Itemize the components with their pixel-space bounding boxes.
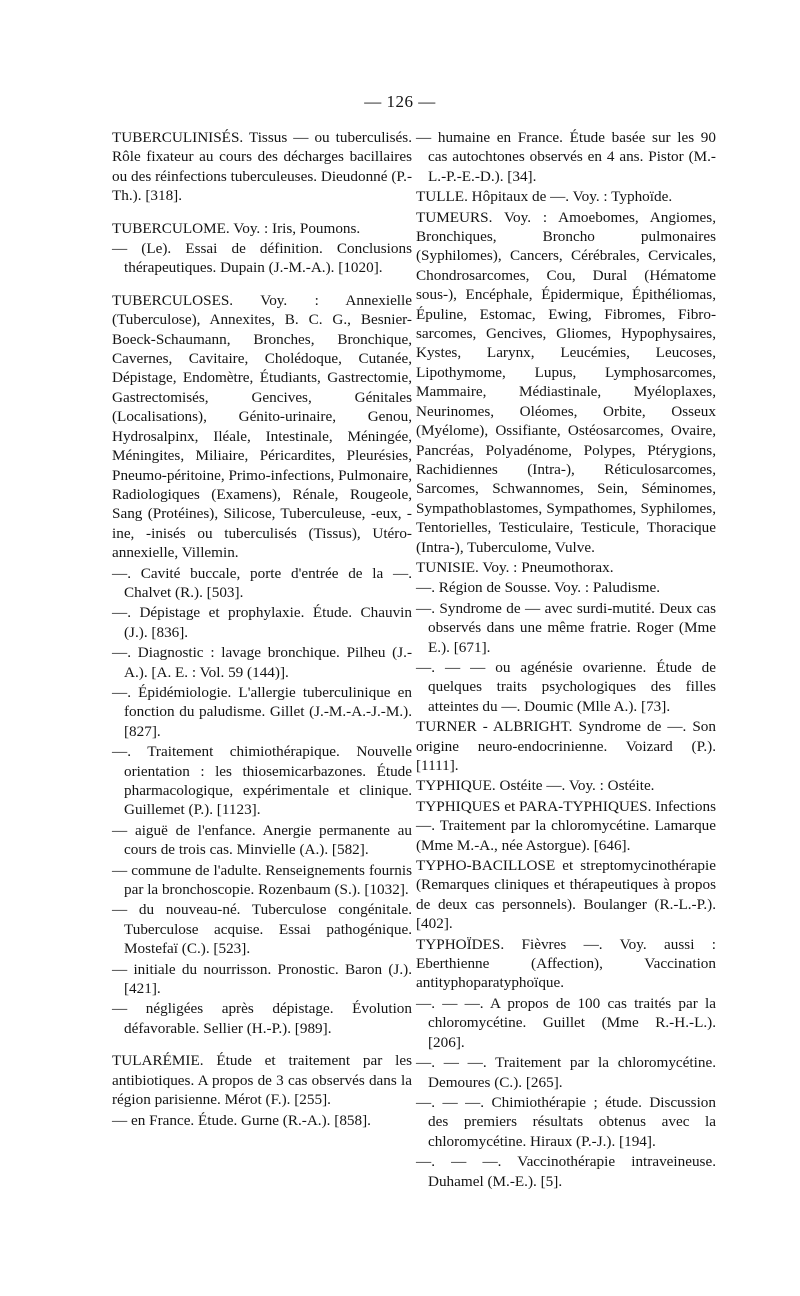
index-entry: TULARÉMIE. Étude et traitement par les antibiotiques. A propos de 3 cas observés dans la région parisienne. Mérot (F.). [255]. (112, 1052, 412, 1109)
index-entry: TURNER - ALBRIGHT. Syndrome de —. Son origine neuro-endocrinienne. Voizard (P.). [1111]. (416, 718, 716, 774)
index-entry: —. Diagnostic : lavage bronchique. Pilheu (J.-A.). [A. E. : Vol. 59 (144)]. (112, 644, 412, 681)
index-entry: TUMEURS. Voy. : Amoebomes, Angiomes, Bronchiques, Broncho pulmonaires (Syphilomes), Cancers, Cérébrales, Cervicales, Chondrosarcomes, Cou, Dural (Hématome sous-), Encéphale, Épidermique, Épithéliomas, Épuline, Estomac, Ewing, Fibromes, Fibro-sarcomes, Gencives, Gliomes, Hypophysaires, Kystes, Larynx, Leucémies, Leucoses, Lipothymome, Lupus, Lymphosarcomes, Mammaire, Médiastinale, Myéloplaxes, Neurinomes, Oléomes, Orbite, Osseux (Myélome), Ossifiante, Ostéosarcomes, Ovaire, Pancréas, Polyadénome, Polypes, Ptérygions, Rachidiennes (Intra-), Réticulosarcomes, Sarcomes, Schwannomes, Sein, Séminomes, Sympathoblastomes, Sympathomes, Syphilomes, Tentorielles, Testiculaire, Testicule, Thoracique (Intra-), Tuberculome, Vulve. (416, 208, 716, 556)
index-entry: — négligées après dépistage. Évolution défavorable. Sellier (H.-P.). [989]. (112, 1000, 412, 1037)
index-entry: —. — —. Vaccinothérapie intraveineuse. Duhamel (M.-E.). [5]. (416, 1153, 716, 1190)
right-column (416, 128, 716, 1192)
index-entry: —. Région de Sousse. Voy. : Paludisme. (416, 579, 660, 597)
index-entry: TYPHOÏDES. Fièvres —. Voy. aussi : Eberthienne (Affection), Vaccination antityphoparatyphoïque. (416, 935, 716, 992)
index-entry: TUBERCULOSES. Voy. : Annexielle (Tuberculose), Annexites, B. C. G., Besnier-Boeck-Schaumann, Bronches, Bronchique, Cavernes, Cavitaire, Cholédoque, Cutanée, Dépistage, Endomètre, Étudiants, Gastrectomie, Gastrectomisés, Gencives, Génitales (Localisations), Génito-urinaire, Genou, Hydrosalpinx, Iléale, Intestinale, Méningée, Méningites, Miliaire, Péricardites, Pleurésies, Pneumo-péritoine, Primo-infections, Pulmonaire, Radiologiques (Examens), Rénale, Rougeole, Sang (Protéines), Silicose, Tuberculeuse, -eux, -ine, -inisés ou tuberculisés (Tissus), Utéro-annexielle, Villemin. (112, 291, 412, 562)
index-entry: — humaine en France. Étude basée sur les 90 cas autochtones observés en 4 ans. Pistor (M.-L.-P.-E.-D.). [34]. (416, 129, 716, 185)
index-entry: — (Le). Essai de définition. Conclusions thérapeutiques. Dupain (J.-M.-A.). [1020]. (112, 240, 412, 277)
index-entry: TUBERCULINISÉS. Tissus — ou tuberculisés. Rôle fixateur au cours des décharges bacillaires ou des réinfections tuberculeuses. Dieudonné (P.-Th.). [318]. (112, 129, 412, 205)
index-entry: — initiale du nourrisson. Pronostic. Baron (J.). [421]. (112, 960, 412, 998)
index-entry: TYPHIQUE. Ostéite —. Voy. : Ostéite. (416, 777, 655, 795)
index-entry: —. Épidémiologie. L'allergie tuberculinique en fonction du paludisme. Gillet (J.-M.-A.-J.-M.). [827]. (112, 683, 412, 740)
index-entry: — du nouveau-né. Tuberculose congénitale. Tuberculose acquise. Essai pathogénique. Mostefaï (C.). [523]. (112, 901, 412, 958)
index-entry: —. — — ou agénésie ovarienne. Étude de quelques traits psychologiques des filles atteintes du —. Doumic (Mlle A.). [73]. (416, 658, 716, 715)
index-entry: TYPHO-BACILLOSE et streptomycinothérapie (Remarques cliniques et thérapeutiques à propos de deux cas personnels). Boulanger (R.-L.-P.). [402]. (416, 857, 716, 933)
index-entry: — aiguë de l'enfance. Anergie permanente au cours de trois cas. Minvielle (A.). [582]. (112, 821, 412, 859)
index-entry: TUBERCULOME. Voy. : Iris, Poumons. (112, 219, 361, 237)
index-entry: —. Syndrome de — avec surdi-mutité. Deux cas observés dans une même fratrie. Roger (Mme E.). [671]. (416, 599, 716, 656)
page-number: — 126 — (364, 92, 436, 111)
index-entry: —. — —. A propos de 100 cas traités par la chloromycétine. Guillet (Mme R.-H.-L.). [206]. (416, 994, 716, 1051)
left-column (112, 128, 412, 1131)
index-entry: —. — —. Chimiothérapie ; étude. Discussion des premiers résultats obtenus avec la chloromycétine. Hiraux (P.-J.). [194]. (416, 1093, 716, 1150)
index-entry: —. — —. Traitement par la chloromycétine. Demoures (C.). [265]. (416, 1054, 716, 1091)
index-entry: — commune de l'adulte. Renseignements fournis par la bronchoscopie. Rozenbaum (S.). [1032]. (112, 861, 412, 899)
index-entry: —. Dépistage et prophylaxie. Étude. Chauvin (J.). [836]. (112, 604, 412, 641)
index-entry: —. Cavité buccale, porte d'entrée de la —. Chalvet (R.). [503]. (112, 564, 412, 601)
index-entry: —. Traitement chimiothérapique. Nouvelle orientation : les thiosemicarbazones. Étude pharmacologique, expérimentale et clinique. Guillemet (P.). [1123]. (112, 743, 412, 819)
index-entry: TULLE. Hôpitaux de —. Voy. : Typhoïde. (416, 188, 673, 206)
index-entry: TUNISIE. Voy. : Pneumothorax. (416, 558, 614, 576)
index-entry: — en France. Étude. Gurne (R.-A.). [858]. (112, 1111, 371, 1129)
index-entry: TYPHIQUES et PARA-TYPHIQUES. Infections —. Traitement par la chloromycétine. Lamarque (Mme M.-A., née Astorgue). [646]. (416, 797, 716, 854)
